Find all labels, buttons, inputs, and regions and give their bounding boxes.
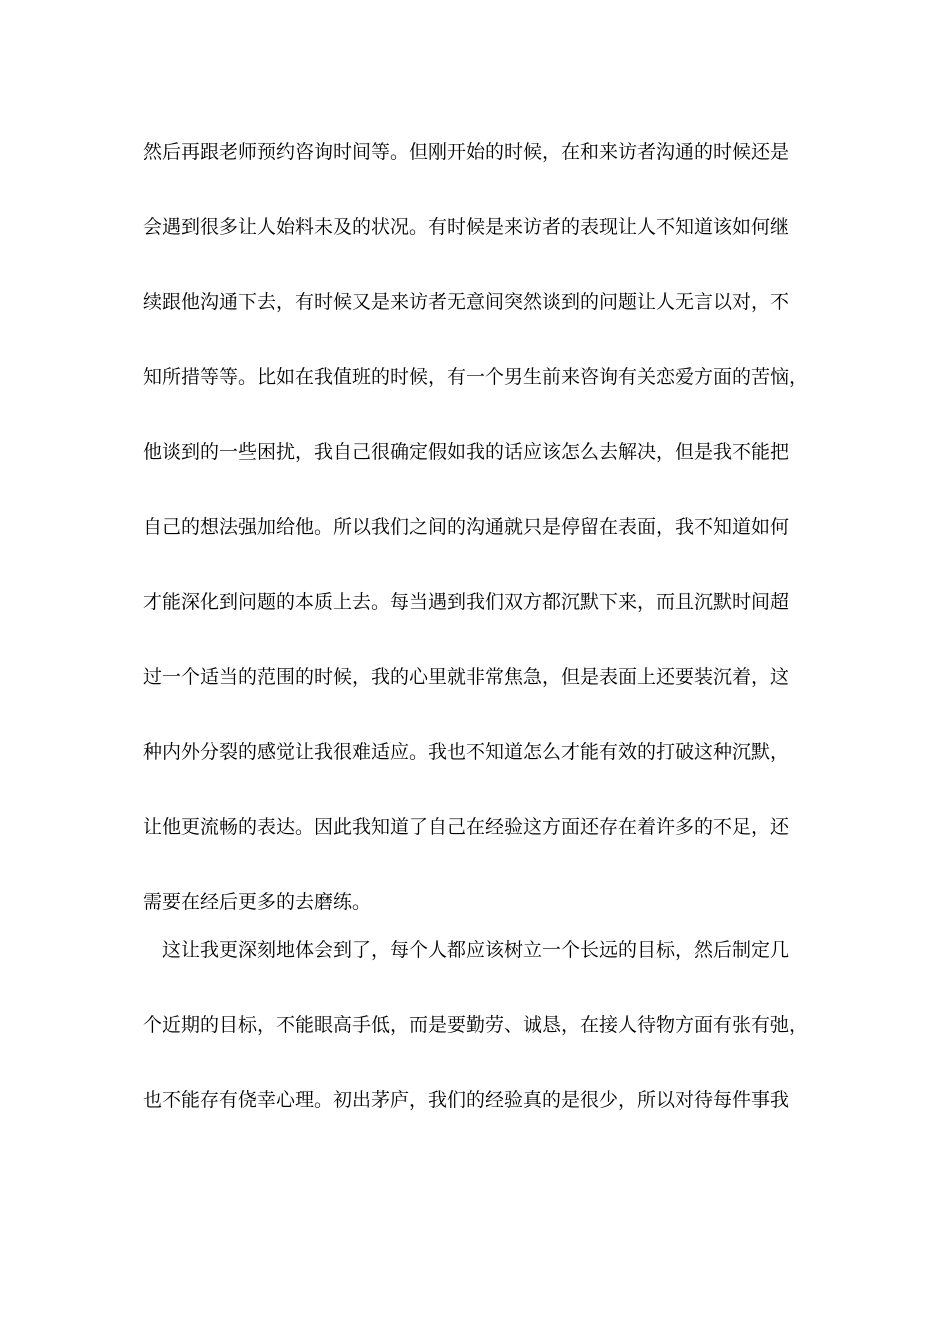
text-line: 知所措等等。比如在我值班的时候，有一个男生前来咨询有关恋爱方面的苦恼， [143,366,809,388]
text-line: 才能深化到问题的本质上去。每当遇到我们双方都沉默下来，而且沉默时间超 [143,591,790,613]
text-line: 然后再跟老师预约咨询时间等。但刚开始的时候，在和来访者沟通的时候还是 [143,141,790,163]
body-text [143,132,808,1155]
paragraph-start-line: 这让我更深刻地体会到了，每个人都应该树立一个长远的目标，然后制定几 [162,939,790,961]
text-line: 自己的想法强加给他。所以我们之间的沟通就只是停留在表面，我不知道如何 [143,516,790,538]
paragraph-end-line: 需要在经后更多的去磨练。 [143,891,372,913]
text-line: 种内外分裂的感觉让我很难适应。我也不知道怎么才能有效的打破这种沉默， [143,741,790,763]
text-line: 会遇到很多让人始料未及的状况。有时候是来访者的表现让人不知道该如何继 [143,216,790,238]
text-line: 他谈到的一些困扰，我自己很确定假如我的话应该怎么去解决，但是我不能把 [143,441,790,463]
text-line: 过一个适当的范围的时候，我的心里就非常焦急，但是表面上还要装沉着，这 [143,666,790,688]
text-line: 让他更流畅的表达。因此我知道了自己在经验这方面还存在着许多的不足，还 [143,816,790,838]
text-line: 续跟他沟通下去，有时候又是来访者无意间突然谈到的问题让人无言以对，不 [143,291,790,313]
text-line: 个近期的目标，不能眼高手低，而是要勤劳、诚恳，在接人待物方面有张有弛， [143,1014,809,1036]
text-line: 也不能存有侥幸心理。初出茅庐，我们的经验真的是很少，所以对待每件事我 [143,1089,790,1111]
